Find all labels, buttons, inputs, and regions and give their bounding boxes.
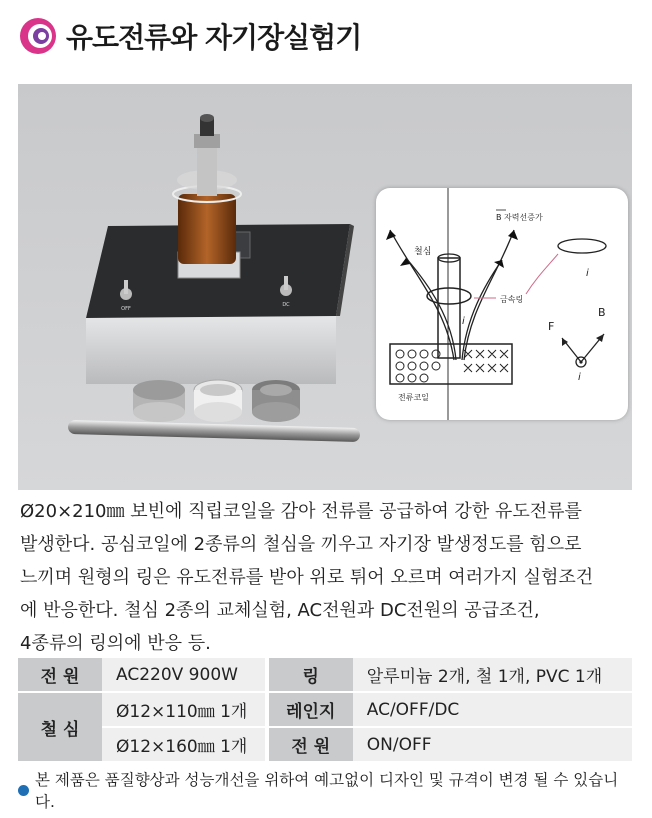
bullet-icon — [18, 785, 29, 796]
table-row — [18, 692, 632, 727]
product-description — [20, 495, 632, 660]
spec-power-value: AC220V 900W — [102, 657, 265, 692]
spec-ring-value: 알루미늄 2개, 철 1개, PVC 1개 — [353, 657, 632, 692]
spec-range-value: AC/OFF/DC — [353, 692, 632, 727]
product-photo — [18, 84, 632, 490]
diagram-ring-label: 금속링 — [500, 295, 524, 304]
spec-ring-label: 링 — [269, 657, 353, 692]
page-header — [18, 14, 361, 58]
page-title: 유도전류와 자기장실험기 — [66, 21, 362, 54]
induction-diagram — [376, 188, 628, 420]
spec-power2-label: 전 원 — [269, 727, 353, 761]
brand-logo-icon — [18, 16, 58, 56]
spec-core-value-2: Ø12×160㎜ 1개 — [102, 727, 265, 761]
diagram-ring-i-label: i — [586, 268, 589, 279]
diagram-core-label: 철심 — [414, 247, 432, 257]
spec-power-label: 전 원 — [18, 657, 102, 692]
diagram-inset — [376, 188, 628, 420]
table-row — [18, 657, 632, 692]
switch-right-label: DC — [282, 302, 290, 308]
spec-power2-value: ON/OFF — [353, 727, 632, 761]
spec-table — [18, 656, 632, 761]
disclaimer-text: 본 제품은 품질향상과 성능개선을 위하여 예고없이 디자인 및 규격이 변경 될 수 있습니다. — [35, 771, 619, 811]
description-line: 느끼며 원형의 링은 유도전류를 받아 위로 튀어 오르며 여러가지 실험조건 — [20, 567, 594, 588]
diagram-i-label: i — [462, 316, 465, 327]
spec-range-label: 레인지 — [269, 692, 353, 727]
diagram-b-label: B 자력선증가 — [496, 213, 543, 222]
description-line: 4종류의 링의에 반응 등. — [20, 633, 211, 654]
switch-left-label: OFF — [121, 306, 131, 312]
description-line: 발생한다. 공심코일에 2종류의 철심을 끼우고 자기장 발생정도를 힘으로 — [20, 534, 582, 555]
description-line: 에 반응한다. 철심 2종의 교체실험, AC전원과 DC전원의 공급조건, — [20, 600, 540, 621]
diagram-b-vector-label: B — [598, 306, 606, 319]
spec-core-label: 철 심 — [18, 692, 102, 761]
description-line: Ø20×210㎜ 보빈에 직립코일을 감아 전류를 공급하여 강한 유도전류를 — [20, 501, 582, 522]
diagram-vector-i-label: i — [578, 372, 581, 383]
spec-core-value-1: Ø12×110㎜ 1개 — [102, 692, 265, 727]
diagram-coil-label: 전류코일 — [398, 393, 429, 402]
table-row — [18, 727, 632, 761]
diagram-f-label: F — [548, 320, 555, 333]
disclaimer-note — [18, 768, 638, 812]
